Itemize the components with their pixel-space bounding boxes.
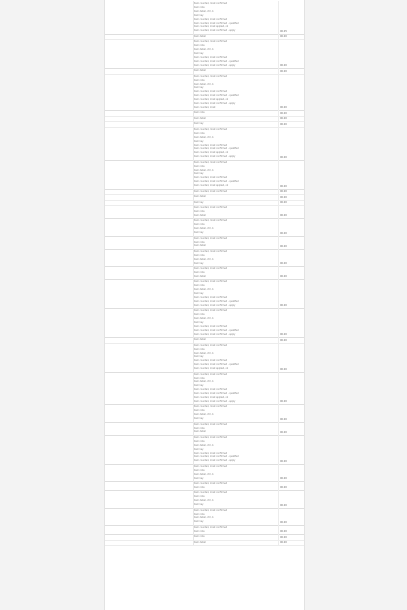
row-value: 00.00 bbox=[280, 122, 287, 126]
description-line: item note bbox=[194, 284, 205, 288]
row-value: 00.00 bbox=[280, 184, 287, 188]
row-description bbox=[194, 373, 278, 404]
description-line: item key bbox=[194, 447, 204, 451]
description-line: item counted, most confirmed bbox=[194, 55, 228, 59]
row-value: 00.00 bbox=[280, 333, 287, 337]
description-line: Item counted, most confirmed bbox=[194, 74, 228, 78]
description-line: item detail bbox=[194, 213, 206, 217]
row-description bbox=[194, 535, 278, 539]
row-description bbox=[194, 40, 278, 67]
description-line: Item counted, most confirmed bbox=[194, 219, 228, 223]
description-line: item counted, most applied, ok bbox=[194, 25, 229, 29]
row-description bbox=[194, 423, 278, 435]
description-line: item note bbox=[194, 485, 205, 489]
row-description bbox=[194, 206, 278, 218]
description-line: item detail bbox=[194, 338, 206, 342]
description-line: item note bbox=[194, 5, 205, 9]
column-divider bbox=[278, 404, 279, 421]
description-line: item detail bbox=[194, 34, 206, 38]
column-divider bbox=[278, 540, 279, 546]
row-value: 00.00 bbox=[280, 244, 287, 248]
description-line: item counted, most confirmed bbox=[194, 451, 228, 455]
row-description bbox=[194, 526, 278, 534]
row-description bbox=[194, 219, 278, 235]
description-line: item counted, most applied, ok bbox=[194, 98, 229, 102]
description-line: item counted, most confirmed - apply bbox=[194, 399, 236, 403]
description-line: item counted, most confirmed bbox=[194, 280, 228, 284]
description-line: item key bbox=[194, 321, 204, 325]
row-value: 00.00 bbox=[280, 417, 287, 421]
column-divider bbox=[278, 218, 279, 235]
description-line: item key bbox=[194, 384, 204, 388]
table-row bbox=[105, 236, 304, 250]
description-line: item counted, most confirmed bbox=[194, 372, 228, 376]
column-divider bbox=[278, 343, 279, 372]
row-description bbox=[194, 267, 278, 279]
description-line: item counted, most confirmed bbox=[194, 90, 228, 94]
table-row bbox=[105, 279, 304, 309]
description-line: Item counted, most confirmed bbox=[194, 405, 228, 409]
description-line: item note bbox=[194, 253, 205, 257]
description-line: item counted, most confirmed - qualified bbox=[194, 455, 239, 459]
description-line: item note bbox=[194, 512, 205, 516]
table-row bbox=[105, 343, 304, 373]
description-line: item detail bbox=[194, 430, 206, 434]
table-row bbox=[105, 266, 304, 280]
row-description bbox=[194, 509, 278, 525]
row-description bbox=[194, 465, 278, 481]
row-description bbox=[194, 237, 278, 249]
description-line: Item counted, most confirmed bbox=[194, 40, 228, 44]
description-line: item note bbox=[194, 164, 205, 168]
description-line: item note bbox=[194, 535, 205, 539]
description-line: item note bbox=[194, 131, 205, 135]
description-line: item counted, most confirmed - apply bbox=[194, 102, 236, 106]
row-description bbox=[194, 201, 278, 205]
row-description bbox=[194, 161, 278, 188]
row-value: 00.00 bbox=[280, 214, 287, 218]
description-line: item detail bbox=[194, 540, 206, 544]
description-line: item key bbox=[194, 520, 204, 524]
row-value: 00.00 bbox=[280, 117, 287, 121]
row-description bbox=[194, 491, 278, 507]
row-description bbox=[194, 280, 278, 307]
description-line: item counted, most confirmed - qualified bbox=[194, 21, 239, 25]
description-line: item key bbox=[194, 261, 204, 265]
description-line: Item counted, most confirmed bbox=[194, 2, 228, 5]
table-row bbox=[105, 308, 304, 338]
description-line: item counted, most confirmed - qualified bbox=[194, 392, 239, 396]
table-row bbox=[105, 160, 304, 190]
row-description bbox=[194, 344, 278, 371]
description-line: item counted, most confirmed bbox=[194, 267, 228, 271]
row-value: 00.00 bbox=[280, 190, 287, 194]
column-divider bbox=[278, 279, 279, 308]
description-line: item detail, ctrl, b bbox=[194, 351, 214, 355]
description-line: item note bbox=[194, 376, 205, 380]
description-line: item counted, most confirmed bbox=[194, 143, 228, 147]
column-divider bbox=[278, 249, 279, 266]
row-value: 00.00 bbox=[280, 459, 287, 463]
description-line: Item counted, most confirmed bbox=[194, 127, 228, 131]
description-line: item detail, ctrl, b bbox=[194, 499, 214, 503]
description-line: item counted, most confirmed - qualified bbox=[194, 299, 239, 303]
description-line: item note bbox=[194, 44, 205, 48]
document-sheet bbox=[104, 0, 305, 610]
description-line: item detail bbox=[194, 195, 206, 199]
description-line: item detail, ctrl, b bbox=[194, 257, 214, 261]
description-line: item counted, most confirmed - qualified bbox=[194, 59, 239, 63]
description-line: item counted, most confirmed bbox=[194, 388, 228, 392]
description-line: item counted, most confirmed bbox=[194, 464, 228, 468]
row-value: 00.00 bbox=[280, 262, 287, 266]
description-line: item counted, most applied, ok bbox=[194, 367, 229, 371]
row-value: 00.00 bbox=[280, 476, 287, 480]
description-line: item key bbox=[194, 13, 204, 17]
description-line: item detail, ctrl, b bbox=[194, 135, 214, 139]
description-line: item note bbox=[194, 439, 205, 443]
description-line: item key bbox=[194, 139, 204, 143]
description-line: item counted, most confirmed bbox=[194, 236, 228, 240]
table-row bbox=[105, 218, 304, 236]
row-value: 00.00 bbox=[280, 69, 287, 73]
description-line: item key bbox=[194, 52, 204, 56]
description-line: item counted, most applied, ok bbox=[194, 151, 229, 155]
row-description bbox=[194, 190, 278, 194]
description-line: item counted, most confirmed bbox=[194, 491, 228, 495]
description-line: item counted, most confirmed - qualified bbox=[194, 363, 239, 367]
row-description bbox=[194, 436, 278, 463]
table-row bbox=[105, 422, 304, 436]
column-divider bbox=[278, 490, 279, 507]
description-line: item counted, most confirmed - qualified bbox=[194, 328, 239, 332]
column-divider bbox=[278, 236, 279, 249]
row-description bbox=[194, 111, 278, 115]
row-description bbox=[194, 117, 278, 121]
description-line: item note bbox=[194, 78, 205, 82]
row-value: 00.00 bbox=[280, 367, 287, 371]
description-line: item counted, most confirmed bbox=[194, 17, 228, 21]
table-row bbox=[105, 540, 304, 547]
row-description bbox=[194, 541, 278, 545]
description-line: item counted, most confirmed - apply bbox=[194, 332, 236, 336]
description-line: item detail, ctrl, b bbox=[194, 472, 214, 476]
column-divider bbox=[278, 464, 279, 481]
table-row bbox=[105, 1, 304, 35]
description-line: item detail, ctrl, b bbox=[194, 48, 214, 52]
column-divider bbox=[278, 205, 279, 218]
description-line: item key bbox=[194, 86, 204, 90]
description-line: item note bbox=[194, 313, 205, 317]
column-divider bbox=[278, 1, 279, 34]
table-row bbox=[105, 490, 304, 508]
table-row bbox=[105, 127, 304, 161]
row-value: 00.00 bbox=[280, 541, 287, 545]
column-divider bbox=[278, 74, 279, 111]
description-line: item note bbox=[194, 409, 205, 413]
description-line: item counted, most applied, ok bbox=[194, 396, 229, 400]
column-divider bbox=[278, 422, 279, 435]
description-line: item key bbox=[194, 231, 204, 235]
row-value: 00.00 bbox=[280, 201, 287, 205]
row-value: 00.00 bbox=[280, 503, 287, 507]
description-line: item detail, ctrl, b bbox=[194, 288, 214, 292]
row-value: 00.00 bbox=[280, 535, 287, 539]
description-line: item counted, most confirmed - apply bbox=[194, 459, 236, 463]
column-divider bbox=[278, 372, 279, 405]
column-divider bbox=[278, 435, 279, 464]
description-line: item detail bbox=[194, 274, 206, 278]
row-value: 00.00 bbox=[280, 530, 287, 534]
description-line: item counted, most confirmed bbox=[194, 359, 228, 363]
description-line: item key bbox=[194, 476, 204, 480]
description-line: item detail bbox=[194, 116, 206, 120]
description-line: item key bbox=[194, 172, 204, 176]
table-row bbox=[105, 508, 304, 526]
description-line: item key bbox=[194, 355, 204, 359]
column-divider bbox=[278, 39, 279, 68]
column-divider bbox=[278, 160, 279, 189]
description-line: item counted, most confirmed - apply bbox=[194, 303, 236, 307]
row-description bbox=[194, 35, 278, 39]
row-description bbox=[194, 69, 278, 73]
row-description bbox=[194, 128, 278, 159]
description-line: item counted, most confirmed bbox=[194, 189, 228, 193]
row-description bbox=[194, 75, 278, 110]
description-line: item note bbox=[194, 271, 205, 274]
row-value: 00.00 bbox=[280, 35, 287, 39]
description-line: item key bbox=[194, 122, 204, 126]
description-line: item detail, ctrl, b bbox=[194, 443, 214, 447]
description-line: item counted, most confirmed - qualified bbox=[194, 147, 239, 151]
description-line: item detail, ctrl, b bbox=[194, 168, 214, 172]
row-description bbox=[194, 122, 278, 126]
description-line: item counted, most confirmed bbox=[194, 435, 228, 439]
description-line: item counted, most confirmed bbox=[194, 309, 228, 313]
row-value: 00.00 bbox=[280, 400, 287, 404]
description-line: item counted, most confirmed - apply bbox=[194, 155, 236, 159]
row-value: 00.00 bbox=[280, 106, 287, 110]
column-divider bbox=[278, 266, 279, 279]
description-line: item note bbox=[194, 223, 205, 227]
row-value: 00.00 bbox=[280, 304, 287, 308]
description-line: item counted, most confirmed bbox=[194, 324, 228, 328]
column-divider bbox=[278, 525, 279, 534]
row-description bbox=[194, 250, 278, 266]
column-divider bbox=[278, 481, 279, 490]
description-line: item counted, most confirmed bbox=[194, 525, 228, 529]
description-line: item note bbox=[194, 240, 205, 244]
description-line: item counted, most confirmed - apply bbox=[194, 63, 236, 67]
description-line: item note bbox=[194, 529, 205, 533]
row-description bbox=[194, 482, 278, 490]
description-line: item detail, ctrl, b bbox=[194, 82, 214, 86]
description-line: item detail, ctrl, b bbox=[194, 516, 214, 520]
description-line: item note bbox=[194, 347, 205, 351]
description-line: item detail, ctrl, b bbox=[194, 227, 214, 231]
description-line: item key bbox=[194, 417, 204, 421]
row-description bbox=[194, 195, 278, 199]
table-row bbox=[105, 39, 304, 69]
description-line: item detail bbox=[194, 244, 206, 248]
column-divider bbox=[278, 127, 279, 160]
row-value: 00.00 bbox=[280, 486, 287, 490]
description-line: item detail, ctrl, b bbox=[194, 317, 214, 321]
row-description bbox=[194, 338, 278, 342]
row-value: 00.00 bbox=[280, 520, 287, 524]
description-line: item detail, ctrl, b bbox=[194, 9, 214, 13]
description-line: item note bbox=[194, 210, 205, 213]
column-divider bbox=[278, 308, 279, 337]
description-line: item note bbox=[194, 468, 205, 472]
description-line: item counted, most bbox=[194, 105, 216, 109]
description-line: item detail bbox=[194, 69, 206, 73]
table-row bbox=[105, 464, 304, 482]
row-description bbox=[194, 309, 278, 336]
row-value: 00.00 bbox=[280, 231, 287, 235]
description-line: item note bbox=[194, 426, 205, 430]
table-row bbox=[105, 74, 304, 112]
description-line: item detail, ctrl, b bbox=[194, 413, 214, 417]
row-value: 00.05 bbox=[280, 29, 287, 33]
description-line: Item counted, most confirmed bbox=[194, 160, 228, 164]
description-line: item counted, most confirmed bbox=[194, 343, 228, 347]
description-line: item counted, most confirmed - qualified bbox=[194, 94, 239, 98]
description-line: item counted, most confirmed - apply bbox=[194, 29, 236, 33]
row-value: 00.00 bbox=[280, 275, 287, 279]
description-line: item note bbox=[194, 495, 205, 499]
row-description bbox=[194, 405, 278, 421]
description-line: item counted, most confirmed bbox=[194, 206, 228, 210]
table-row bbox=[105, 205, 304, 219]
description-line: item key bbox=[194, 292, 204, 296]
row-description bbox=[194, 2, 278, 33]
description-line: item key bbox=[194, 200, 204, 204]
description-line: Item counted, most confirmed bbox=[194, 249, 228, 253]
description-line: item counted, most applied, ok bbox=[194, 184, 229, 188]
description-line: item key bbox=[194, 503, 204, 507]
table-row bbox=[105, 372, 304, 406]
column-divider bbox=[278, 508, 279, 525]
row-value: 00.00 bbox=[280, 430, 287, 434]
row-value: 00.00 bbox=[280, 64, 287, 68]
row-value: 00.00 bbox=[280, 155, 287, 159]
description-line: item counted, most confirmed bbox=[194, 422, 228, 426]
description-line: item detail, ctrl, b bbox=[194, 380, 214, 384]
row-value: 00.00 bbox=[280, 111, 287, 115]
table-row bbox=[105, 435, 304, 465]
description-line: item note bbox=[194, 111, 205, 115]
description-line: item counted, most confirmed bbox=[194, 482, 228, 485]
table-row bbox=[105, 249, 304, 267]
row-value: 00.00 bbox=[280, 338, 287, 342]
row-value: 00.00 bbox=[280, 195, 287, 199]
description-line: item counted, most confirmed - qualified bbox=[194, 180, 239, 184]
table-row bbox=[105, 404, 304, 422]
description-line: item counted, most confirmed bbox=[194, 176, 228, 180]
description-line: item counted, most confirmed bbox=[194, 508, 228, 512]
description-line: item counted, most confirmed bbox=[194, 296, 228, 300]
